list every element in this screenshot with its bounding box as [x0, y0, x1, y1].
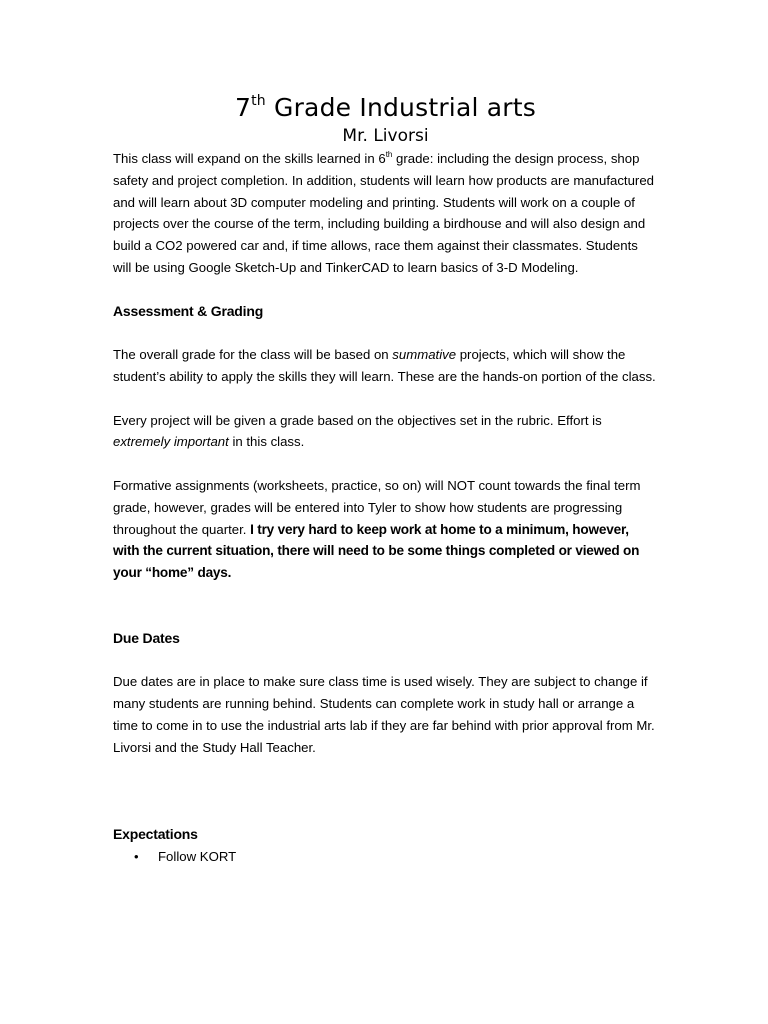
title-grade-number: 7 — [234, 93, 252, 122]
due-dates-heading: Due Dates — [113, 629, 180, 646]
teacher-name: Mr. Livorsi — [342, 126, 429, 146]
summative-text-after: projects, which will show the student’s ability to apply the skills they will learn. These are the hands-on portion of the class. — [113, 347, 656, 384]
document-content — [113, 92, 658, 867]
expectations-heading: Expectations — [113, 825, 198, 842]
spacer — [113, 584, 658, 628]
summative-emphasis: summative — [392, 347, 457, 363]
list-item-text: Follow KORT — [158, 848, 237, 864]
document-title — [113, 92, 658, 124]
homework-notice: I try very hard to keep work at home to a minimum, however, with the current situation, there will need to be some things completed or viewed on your “home” days. — [113, 521, 640, 581]
due-dates-paragraph: Due dates are in place to make sure class time is used wisely. They are subject to change if many students are running behind. Students can complete work in study hall or arrange a time to come in to use the industrial arts lab if they are far behind with prior approval from Mr. Livorsi and the Study Hall Teacher. — [113, 674, 655, 755]
list-item — [113, 846, 658, 868]
effort-emphasis: extremely important — [113, 434, 229, 450]
formative-text: Formative assignments (worksheets, practice, so on) will NOT count towards the final term grade, however, grades will be entered into Tyler to show how students are progressing throughout the quarter. — [113, 477, 641, 537]
formative-paragraph — [113, 475, 658, 584]
summative-text-before: The overall grade for the class will be based on — [113, 347, 393, 363]
spacer — [113, 802, 658, 824]
intro-superscript: th — [385, 149, 393, 159]
spacer — [113, 388, 658, 410]
spacer — [113, 322, 658, 344]
effort-text-before: Every project will be given a grade based on the objectives set in the rubric. Effort is — [113, 412, 602, 428]
spacer — [113, 758, 658, 802]
title-superscript: th — [251, 92, 266, 109]
effort-paragraph — [113, 410, 658, 454]
title-text: Grade Industrial arts — [265, 93, 536, 122]
spacer — [113, 279, 658, 301]
assessment-heading: Assessment & Grading — [113, 302, 264, 319]
intro-paragraph — [113, 148, 658, 279]
spacer — [113, 649, 658, 671]
spacer — [113, 453, 658, 475]
intro-text-part2: grade: including the design process, shop safety and project completion. In addition, students will learn how products are manufactured and will learn about 3D computer modeling and printing. Students will work on a couple of projects over the course of the term, including building a birdhouse and will also design and build a CO2 powered car and, if time allows, race them against their classmates. Students will be using Google Sketch-Up and TinkerCAD to learn basics of 3-D Modeling. — [113, 151, 654, 275]
bullet-icon: • — [134, 848, 139, 864]
effort-text-after: in this class. — [228, 434, 305, 450]
summative-paragraph — [113, 344, 658, 388]
expectations-list — [113, 846, 658, 868]
intro-text-part1: This class will expand on the skills learned in 6 — [113, 151, 386, 166]
